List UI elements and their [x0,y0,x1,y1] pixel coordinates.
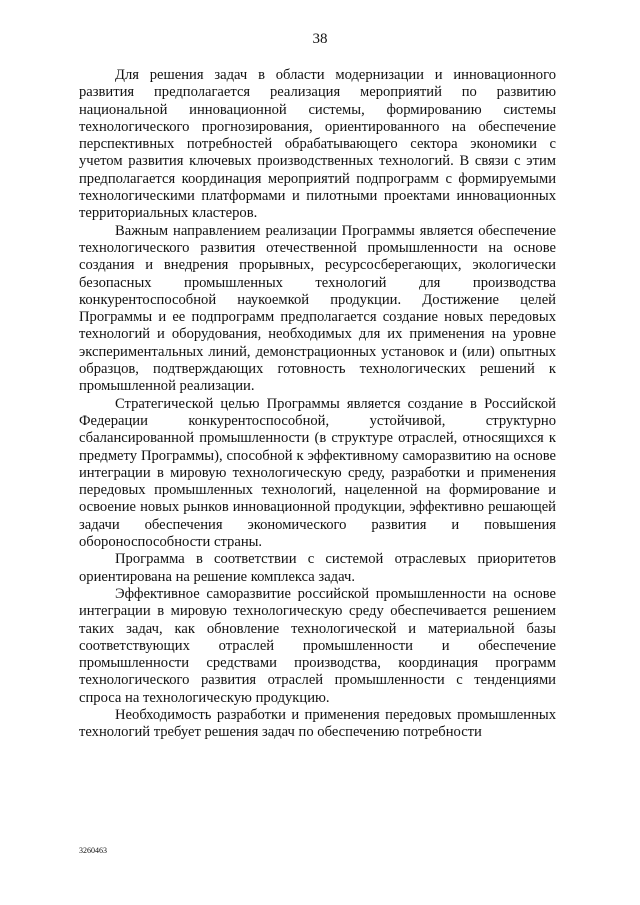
document-body [79,67,556,742]
paragraph-advanced-technologies: Необходимость разработки и применения передовых промышленных технологий требует решения задач по обеспечению потребности [79,706,556,741]
paragraph-strategic-goal: Стратегической целью Программы является создание в Российской Федерации конкурентоспособной, устойчивой, структурно сбалансированной промышленности (в структуре отраслей, относящихся к предмету Программы), способной к эффективному саморазвитию на основе интеграции в мировую технологическую среду, разработки и применения передовых промышленных технологий, нацеленной на формирование и освоение новых рынков инновационной продукции, эффективно решающей задачи обеспечения экономического развития и повышения обороноспособности страны. [79,395,556,551]
paragraph-modernization: Для решения задач в области модернизации и инновационного развития предполагается реализация мероприятий по развитию национальной инновационной системы, формированию системы технологического прогнозирования, ориентированного на обеспечение перспективных потребностей обрабатывающего сектора экономики с учетом развития ключевых производственных технологий. В связи с этим предполагается координация мероприятий подпрограмм с формируемыми технологическими платформами и пилотными проектами инновационных территориальных кластеров. [79,67,556,222]
document-code: 3260463 [79,846,107,855]
page-number: 38 [312,31,328,47]
paragraph-priorities: Программа в соответствии с системой отраслевых приоритетов ориентирована на решение комплекса задач. [79,551,556,585]
paragraph-self-development: Эффективное саморазвитие российской промышленности на основе интеграции в мировую технологическую среду обеспечивается решением таких задач, как обновление технологической и материальной базы соответствующих отраслей промышленности и обеспечение промышленности средствами производства, координация программ технологического развития отраслей промышленности с тенденциями спроса на технологическую продукцию. [79,585,556,706]
paragraph-technological-development: Важным направлением реализации Программы является обеспечение технологического развития отечественной промышленности на основе создания и внедрения прорывных, ресурсосберегающих, экологически безопасных промышленных технологий для производства конкурентоспособной наукоемкой продукции. Достижение целей Программы и ее подпрограмм предполагается создание новых передовых технологий и оборудования, необходимых для их применения на уровне экспериментальных линий, демонстрационных установок и (или) опытных образцов, подтверждающих готовность технологических решений к промышленной реализации. [79,222,556,395]
